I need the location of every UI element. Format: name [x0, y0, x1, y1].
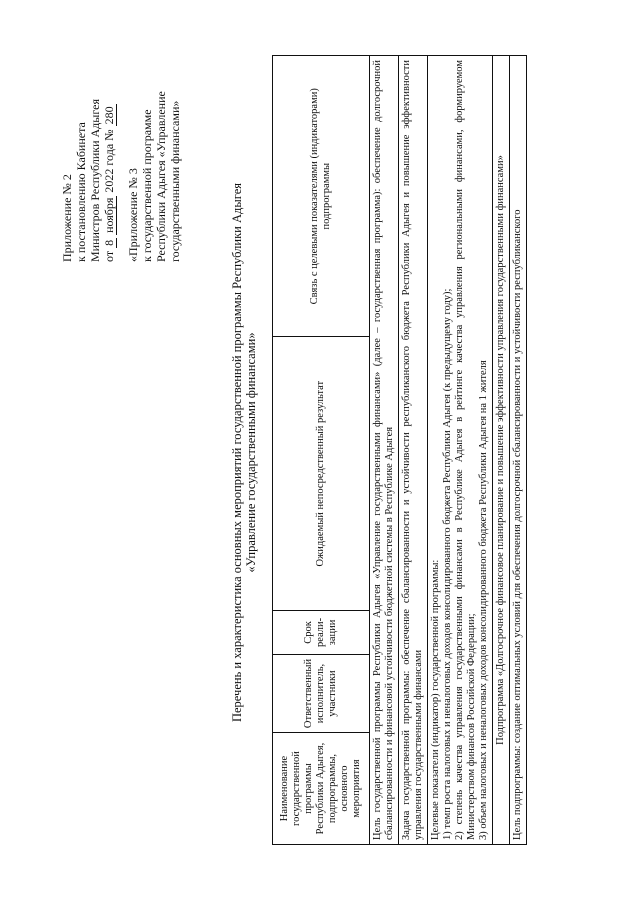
appendix-day: 8: [102, 239, 116, 246]
program-task: Задача государственной программы: обеспечение сбалансированности и устойчивости республиканского бюджета Республики Адыгея и повышение эффективности управления государственными финансами: [399, 56, 428, 845]
appendix-line: к государственной программе: [140, 109, 154, 262]
indicator-item: 1) темп роста налоговых и неналоговых доходов консолидированного бюджета Республики Адыгея (к предыдущему году);: [442, 288, 453, 840]
title-line-1: Перечень и характеристика основных мероприятий государственной программы Республики Адыгея: [230, 182, 244, 723]
indicator-item: 3) объем налоговых и неналоговых доходов консолидированного бюджета Республики Адыгея на 1 жителя: [478, 360, 489, 840]
title-line-2: «Управление государственными финансами»: [244, 332, 258, 573]
header-executor: Ответственный исполнитель, участники: [273, 654, 370, 732]
appendix-year: 2022 года №: [102, 129, 116, 193]
table-row: [493, 56, 510, 845]
indicator-item: 2) степень качества управления государственными финансами в Республике Адыгея в рейтинге качества управления региональными финансами, формируемом Министерством финансов Российской Федерации;: [454, 60, 477, 840]
appendix-from: от: [102, 250, 116, 262]
subprogram-goal: Цель подпрограммы: создание оптимальных условий для обеспечения долгосрочной сбалансированности и устойчивости республиканского: [510, 56, 527, 845]
header-term: Срок реали-зации: [273, 610, 370, 654]
document-title: [230, 50, 258, 855]
appendix-block: [60, 80, 182, 262]
table-row: [370, 56, 399, 845]
appendix-line: Приложение № 2: [60, 174, 74, 262]
appendix-line: к постановлению Кабинета: [74, 122, 88, 262]
appendix-line: Министров Республики Адыгея: [88, 99, 102, 262]
measures-table: [272, 55, 527, 845]
table-row: [510, 56, 527, 845]
table-row: [428, 56, 493, 845]
table-row: [399, 56, 428, 845]
appendix-line: государственными финансами»: [168, 100, 182, 262]
rotated-content: [50, 50, 610, 855]
appendix-spacer: [116, 80, 126, 262]
appendix-date-line: [102, 80, 116, 262]
indicators-heading: Целевые показатели (индикатор) государственной программы:: [430, 559, 441, 840]
appendix-line: Республики Адыгея «Управление: [154, 91, 168, 262]
appendix-number: 280: [102, 106, 116, 125]
program-indicators: [428, 56, 493, 845]
header-result: Ожидаемый непосредственный результат: [273, 337, 370, 610]
header-name: Наименование государственной программы Республики Адыгея, подпрограммы, основного мероприятия: [273, 733, 370, 845]
header-indicators: Связь с целевыми показателями (индикаторами) подпрограммы: [273, 56, 370, 337]
appendix-month: ноября: [102, 197, 116, 233]
table-header-row: [273, 56, 370, 845]
program-goal: Цель государственной программы Республики Адыгея «Управление государственными финансами» (далее – государственная программа): обеспечение долгосрочной сбалансированности и финансовой устойчивости бюджетной системы в Республике Адыгея: [370, 56, 399, 845]
appendix-line: «Приложение № 3: [126, 168, 140, 262]
subprogram-title: Подпрограмма «Долгосрочное финансовое планирование и повышение эффективности управления государственными финансами»: [493, 56, 510, 845]
